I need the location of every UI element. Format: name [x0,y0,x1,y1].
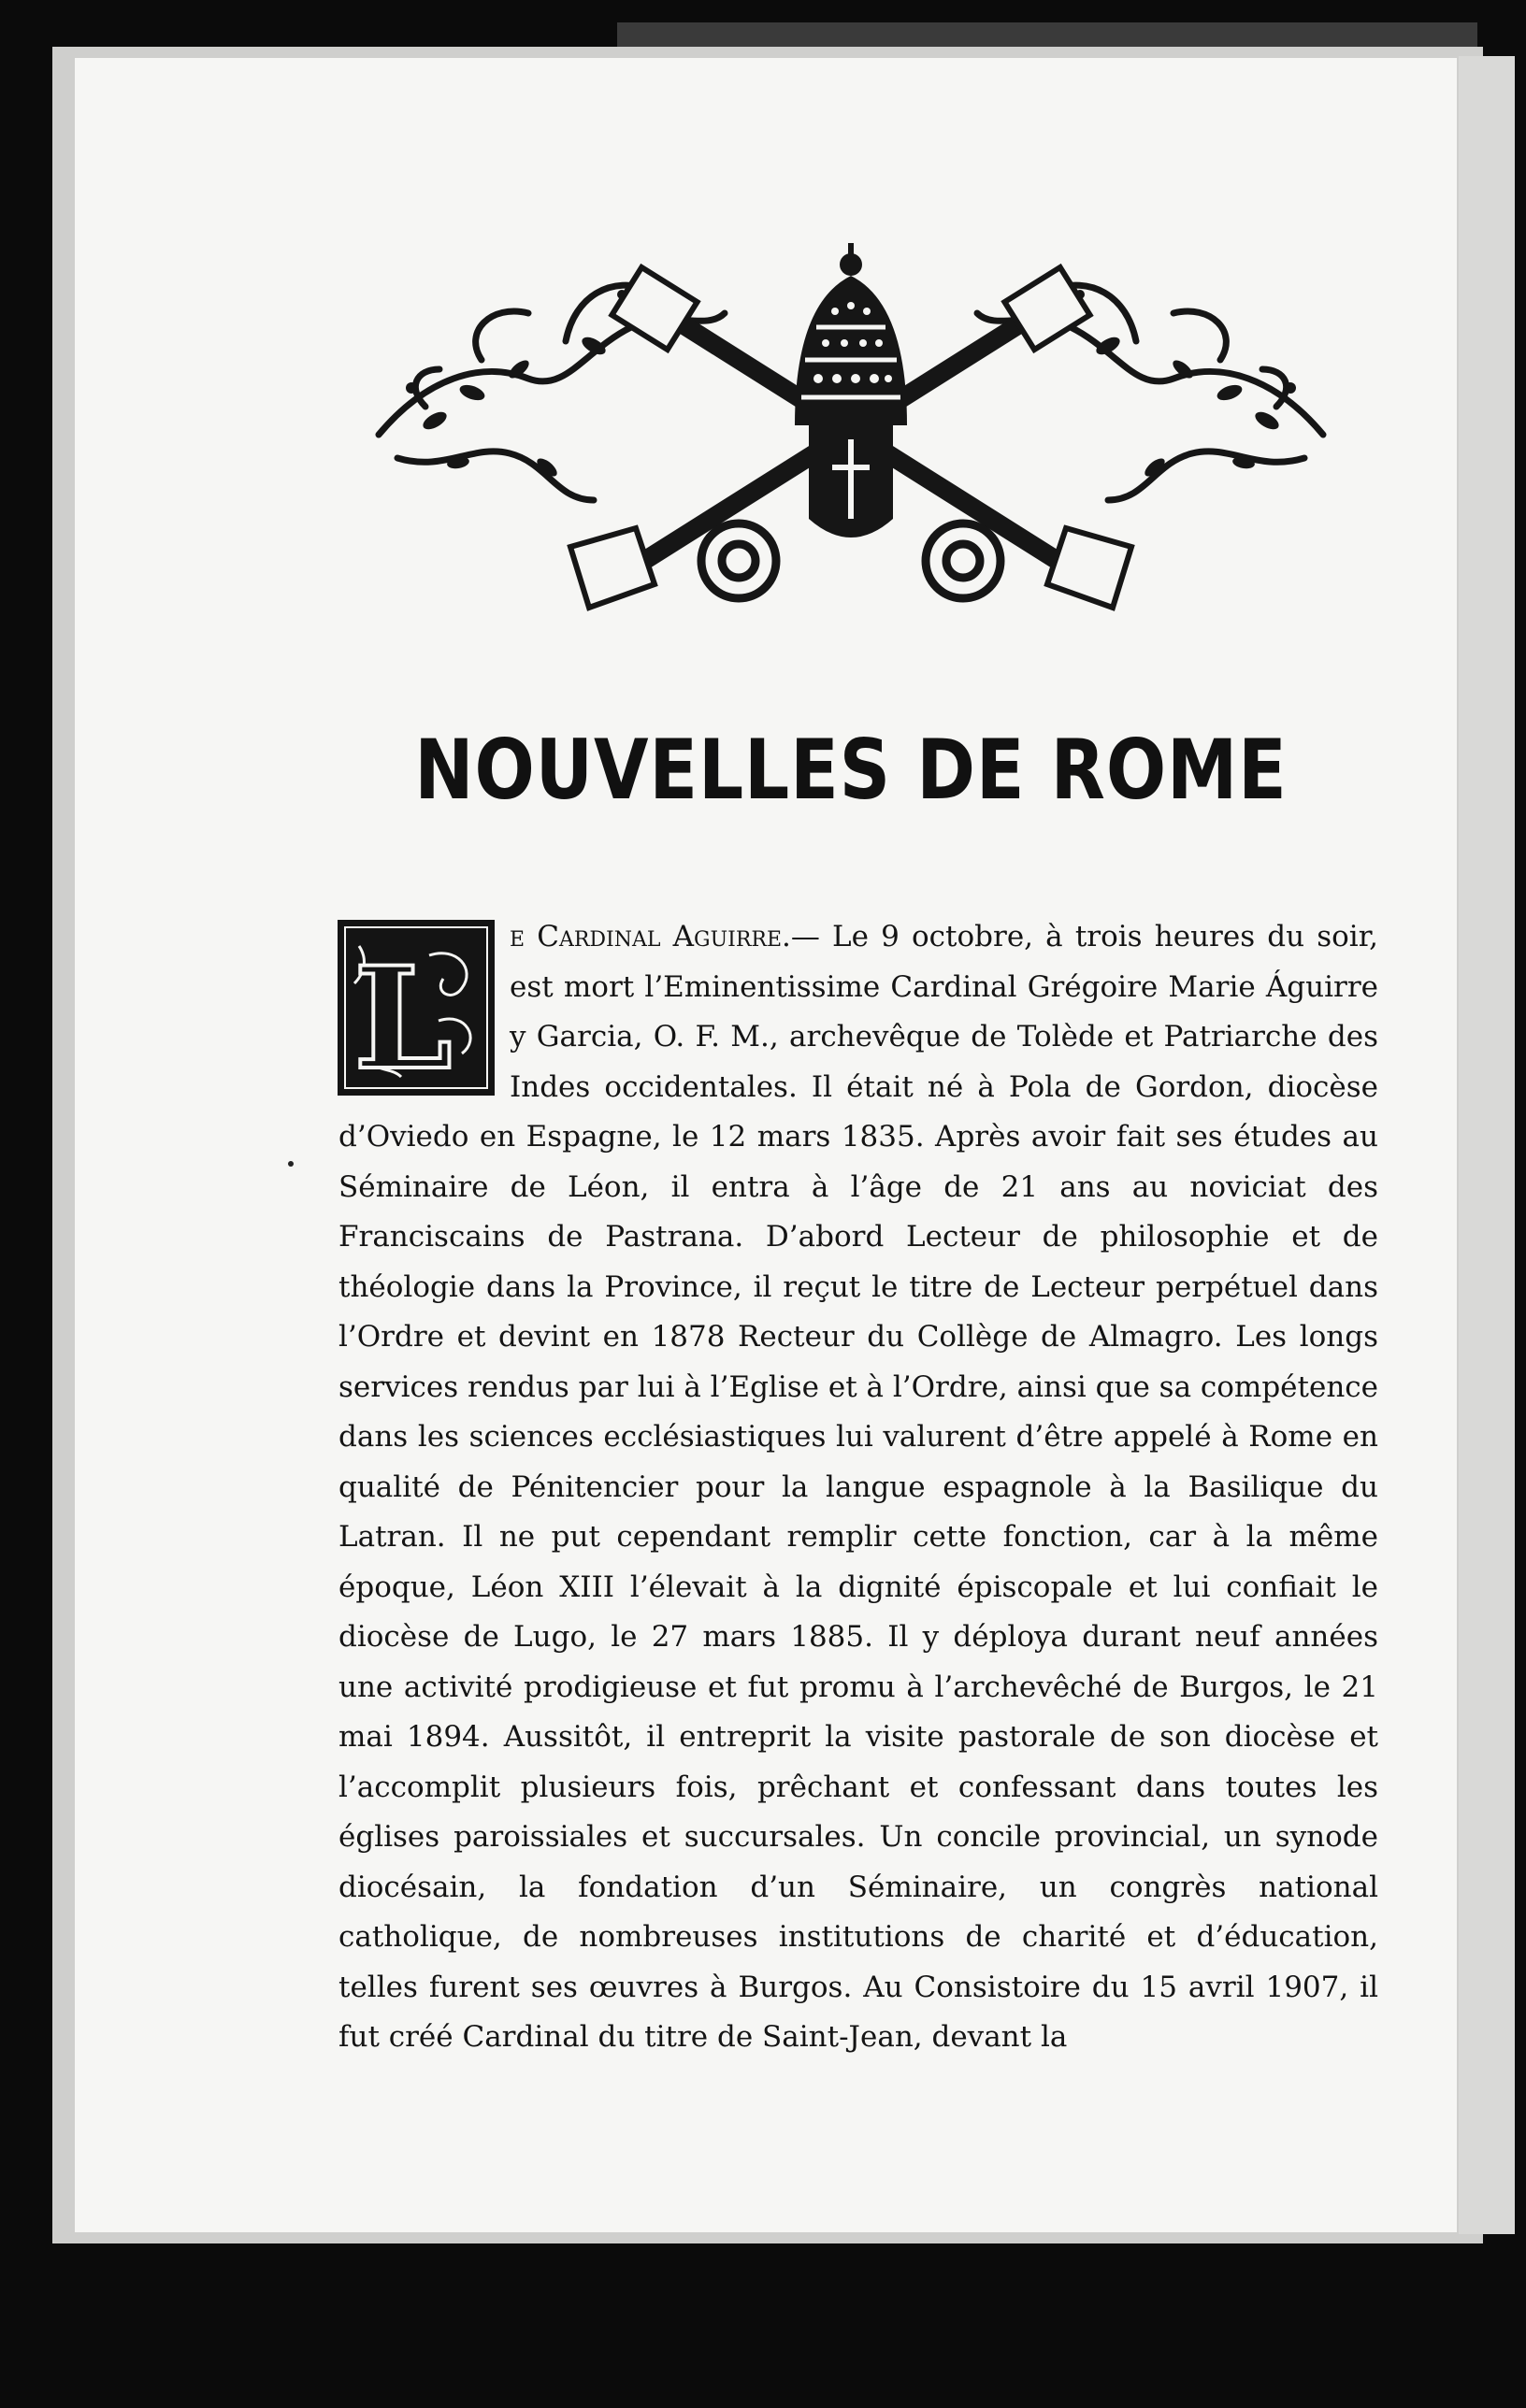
margin-speck [288,1161,294,1167]
drop-cap-letter: L [353,937,453,1097]
article-body [338,912,1378,2063]
papal-tiara-keys-ornament-icon [369,238,1332,640]
scan-top-strip [617,22,1477,47]
article-lead: e Cardinal Aguirre. [510,920,791,953]
page-title: NOUVELLES DE ROME [414,722,1288,818]
article-text: — Le 9 octobre, à trois heures du soir, est mort l’Eminentissime Cardinal Grégoire Marie Águirre y Garcia, O. F. M., archevêque de Tolède et Patriarche des Indes occidentales. Il était né à Pola de Gordon, diocèse d’Oviedo en Espagne, le 12 mars 1835. Après avoir fait ses études au Séminaire de Léon, il entra à l’âge de 21 ans au noviciat des Franciscains de Pastrana. D’abord Lecteur de philosophie et de théologie dans la Province, il reçut le titre de Lecteur perpétuel dans l’Ordre et devint en 1878 Recteur du Collège de Almagro. Les longs services rendus par lui à l’Eglise et à l’Ordre, ainsi que sa compétence dans les sciences ecclésiastiques lui valurent d’être appelé à Rome en qualité de Pénitencier pour la langue espagnole à la Basilique du Latran. Il ne put cependant remplir cette fonction, car à la même époque, Léon XIII l’élevait à la dignité épiscopale et lui confiait le diocèse de Lugo, le 27 mars 1885. Il y déploya durant neuf années une activité prodigieuse et fut promu à l’archevêché de Burgos, le 21 mai 1894. Aussitôt, il entreprit la visite pastorale de son diocèse et l’accomplit plusieurs fois, prêchant et confessant dans toutes les églises paroissiales et succursales. Un concile provincial, un synode diocésain, la fondation d’un Séminaire, un congrès national catholique, de nombreuses institutions de charité et d’éducation, telles furent ses œuvres à Burgos. Au Consistoire du 15 avril 1907, il fut créé Cardinal du titre de Saint-Jean, devant la [338,920,1378,2054]
drop-cap [336,918,497,1097]
facing-page-edge [1459,56,1515,2234]
